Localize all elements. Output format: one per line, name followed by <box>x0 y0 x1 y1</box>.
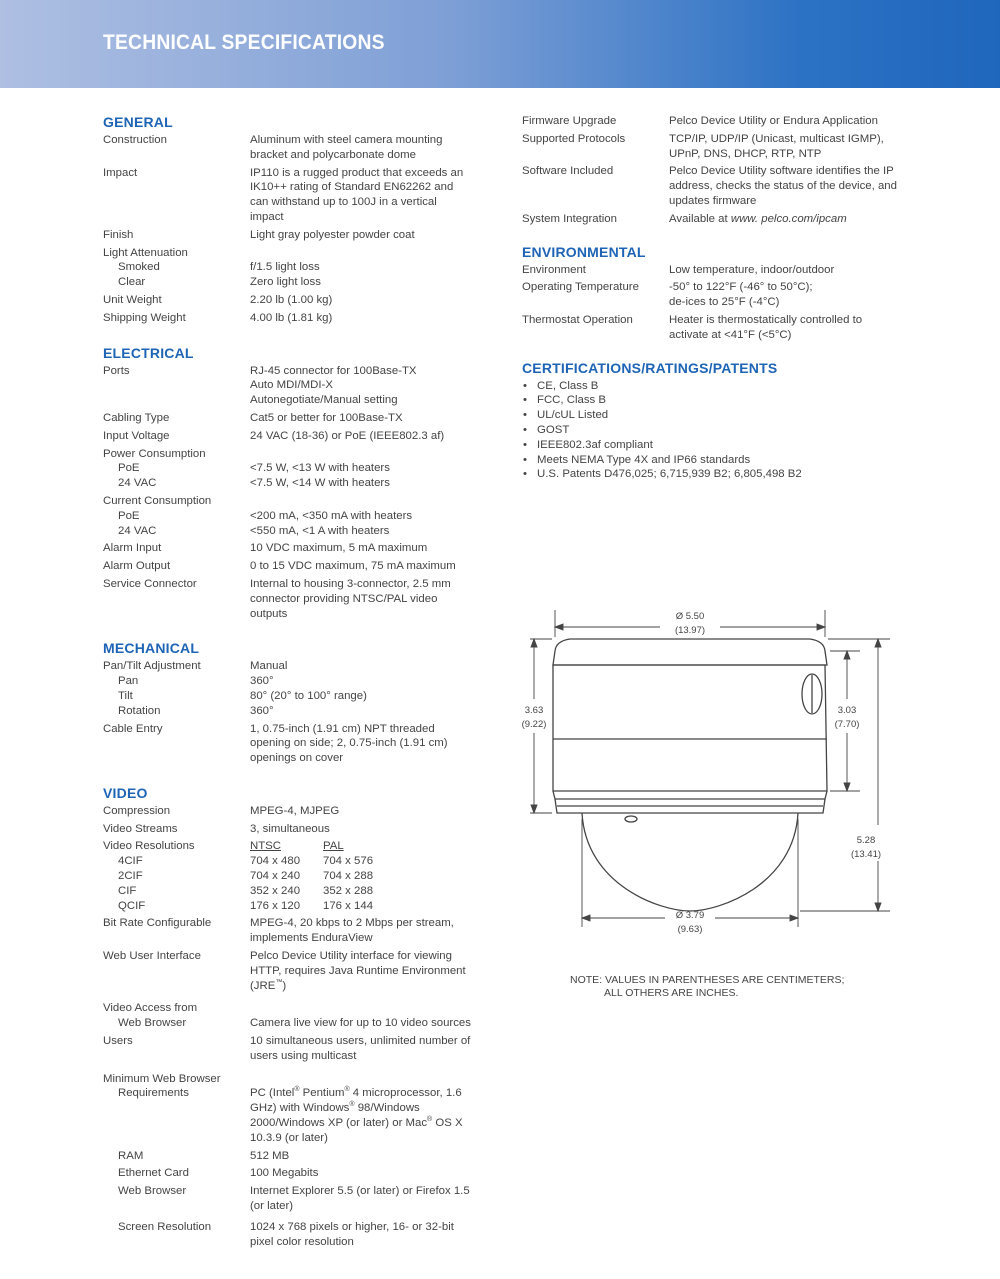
spec-value: TCP/IP, UDP/IP (Unicast, multicast IGMP), UPnP, DNS, DHCP, RTP, NTP <box>669 132 884 160</box>
spec-label: Clear <box>118 276 146 289</box>
spec-label: Operating Temperature <box>522 281 639 294</box>
spec-label: System Integration <box>522 212 617 225</box>
pal-header: PAL <box>323 840 344 853</box>
spec-value: 100 Megabits <box>250 1167 319 1180</box>
spec-value: <7.5 W, <13 W with heaters <box>250 462 390 475</box>
dimension-lines <box>530 610 890 927</box>
spec-label: Video Resolutions <box>103 840 195 853</box>
pelco-link[interactable]: www. pelco.com/ipcam <box>730 212 847 225</box>
spec-row-ethernet <box>103 1166 473 1181</box>
spec-row-alarm-input <box>103 541 473 556</box>
resolution-row: 4CIF 704 x 480 704 x 576 <box>118 855 374 868</box>
note-line-1: NOTE: VALUES IN PARENTHESES ARE CENTIMETERS; <box>570 974 845 986</box>
certifications-title: CERTIFICATIONS/RATINGS/PATENTS <box>522 359 778 376</box>
environmental-section <box>522 244 902 343</box>
spec-value: 1, 0.75-inch (1.91 cm) NPT threaded opening on side; 2, 0.75-inch (1.91 cm) openings on cover <box>250 722 448 765</box>
spec-label: Supported Protocols <box>522 132 626 145</box>
spec-value: 360° <box>250 704 274 717</box>
spec-value: MPEG-4, MJPEG <box>250 804 340 817</box>
spec-label: 24 VAC <box>118 524 157 537</box>
spec-label: Video Streams <box>103 822 178 835</box>
spec-value: MPEG-4, 20 kbps to 2 Mbps per stream, implements EnduraView <box>250 917 454 945</box>
spec-row-input-voltage <box>103 429 473 444</box>
spec-row-screen-resolution <box>103 1220 473 1250</box>
spec-row-web-browser <box>103 1184 473 1214</box>
spec-label: Minimum Web Browser <box>103 1072 221 1085</box>
page-title: TECHNICAL SPECIFICATIONS <box>103 31 385 54</box>
spec-row-tilt <box>103 689 473 704</box>
spec-value: Pelco Device Utility software identifies the IP address, checks the status of the device, and updates firmware <box>669 165 897 207</box>
spec-row-impact <box>103 166 473 225</box>
total-height-cm-label: (13.41) <box>850 849 882 860</box>
spec-label: Light Attenuation <box>103 246 188 259</box>
spec-row-service-connector <box>103 577 473 621</box>
list-item: • U.S. Patents D476,025; 6,715,939 B2; 6,805,498 B2 <box>522 467 902 482</box>
spec-value: 512 MB <box>250 1149 290 1162</box>
resolution-row: 2CIF 704 x 240 704 x 288 <box>118 870 374 883</box>
spec-label: Unit Weight <box>103 293 162 306</box>
spec-row-web-ui <box>103 949 473 993</box>
camera-outline <box>553 639 827 911</box>
video-title: VIDEO <box>103 784 148 801</box>
spec-label: Cable Entry <box>103 722 163 735</box>
spec-value: 360° <box>250 675 274 688</box>
spec-row-ram <box>103 1149 473 1164</box>
spec-row-operating-temp <box>522 280 902 310</box>
certifications-list <box>522 379 902 483</box>
ntsc-header: NTSC <box>250 840 282 853</box>
electrical-title: ELECTRICAL <box>103 344 194 361</box>
spec-label: Rotation <box>118 704 161 717</box>
spec-row-alarm-output <box>103 559 473 574</box>
spec-row-power-consumption <box>103 447 473 462</box>
spec-label: 24 VAC <box>118 477 157 490</box>
spec-row-protocols <box>522 132 902 162</box>
list-item: • CE, Class B <box>522 379 902 394</box>
spec-label: Construction <box>103 134 167 146</box>
spec-label: Web User Interface <box>103 950 201 963</box>
spec-row-access <box>103 1016 473 1031</box>
spec-label: Web Browser <box>118 1185 187 1198</box>
spec-row-current-24vac <box>103 524 473 539</box>
spec-label: Web Browser <box>118 1017 187 1030</box>
spec-row-min-browser <box>103 1072 473 1087</box>
spec-value: f/1.5 light loss <box>250 261 320 274</box>
spec-label: Smoked <box>118 261 160 274</box>
spec-label: Impact <box>103 166 138 179</box>
spec-row-users <box>103 1034 473 1064</box>
spec-label: Alarm Input <box>103 542 162 555</box>
right-column <box>522 114 902 482</box>
spec-label: Shipping Weight <box>103 311 186 324</box>
spec-row-compression <box>103 804 473 819</box>
spec-row-finish <box>103 228 473 243</box>
left-column <box>103 114 473 1252</box>
spec-label: Compression <box>103 804 171 817</box>
right-height-cm-label: (7.70) <box>834 719 860 730</box>
spec-row-rotation <box>103 704 473 719</box>
list-item: • FCC, Class B <box>522 393 902 408</box>
spec-label: Requirements <box>118 1087 189 1100</box>
spec-row-access-label <box>103 1001 473 1016</box>
top-diameter-cm-label: (13.97) <box>674 625 706 636</box>
camera-dimension-drawing <box>500 605 900 945</box>
video-section <box>103 785 473 1250</box>
list-item: • GOST <box>522 423 902 438</box>
spec-row-light-attenuation <box>103 246 473 261</box>
spec-row-bitrate <box>103 916 473 946</box>
dimension-note <box>570 974 890 1000</box>
mechanical-title: MECHANICAL <box>103 640 200 657</box>
spec-row-system-integration <box>522 212 902 227</box>
spec-value: RJ-45 connector for 100Base-TX Auto MDI/MDI-X Autonegotiate/Manual setting <box>250 364 417 407</box>
note-line-2: ALL OTHERS ARE INCHES. <box>604 987 739 999</box>
spec-label: Pan/Tilt Adjustment <box>103 660 201 673</box>
spec-row-streams <box>103 822 473 837</box>
mechanical-section <box>103 640 473 766</box>
dome-diameter-label: Ø 3.79 <box>675 910 705 921</box>
spec-value: Manual <box>250 660 288 673</box>
spec-label: Software Included <box>522 165 614 178</box>
spec-value: 24 VAC (18-36) or PoE (IEEE802.3 af) <box>250 429 445 442</box>
spec-row-power-poe <box>103 461 473 476</box>
spec-label: Ethernet Card <box>118 1167 189 1180</box>
general-title: GENERAL <box>103 114 173 130</box>
spec-label: Finish <box>103 228 134 241</box>
environmental-title: ENVIRONMENTAL <box>522 243 646 260</box>
spec-row-cabling <box>103 411 473 426</box>
spec-label: Current Consumption <box>103 494 212 507</box>
certifications-section <box>522 360 902 483</box>
spec-value: 10 simultaneous users, unlimited number of users using multicast <box>250 1035 471 1062</box>
dome-diameter-cm-label: (9.63) <box>677 924 703 935</box>
spec-row-environment <box>522 263 902 278</box>
spec-label: Cabling Type <box>103 411 170 424</box>
spec-value: Camera live view for up to 10 video sources <box>250 1017 471 1030</box>
spec-value: <7.5 W, <14 W with heaters <box>250 477 390 490</box>
spec-value: Pelco Device Utility interface for viewing HTTP, requires Java Runtime Environment (JRE™) <box>250 950 466 992</box>
spec-row-resolutions-header <box>103 839 473 854</box>
list-item: • Meets NEMA Type 4X and IP66 standards <box>522 453 902 468</box>
spec-label: Firmware Upgrade <box>522 115 617 127</box>
spec-value: Light gray polyester powder coat <box>250 228 415 241</box>
spec-value: Aluminum with steel camera mounting bracket and polycarbonate dome <box>250 134 443 161</box>
spec-label: Power Consumption <box>103 447 206 460</box>
spec-label: RAM <box>118 1149 144 1162</box>
left-height-label: 3.63 <box>524 705 544 716</box>
spec-value: <550 mA, <1 A with heaters <box>250 524 390 537</box>
right-height-label: 3.03 <box>837 705 857 716</box>
spec-row-shipping-weight <box>103 311 473 326</box>
spec-label: PoE <box>118 462 140 475</box>
resolution-row: CIF 352 x 240 352 x 288 <box>118 884 374 897</box>
spec-row-construction <box>103 133 473 163</box>
spec-label: Users <box>103 1035 133 1048</box>
spec-label: Thermostat Operation <box>522 313 633 326</box>
spec-row-thermostat <box>522 313 902 343</box>
spec-label: Tilt <box>118 689 133 702</box>
spec-row-firmware <box>522 114 902 129</box>
spec-value: 3, simultaneous <box>250 822 330 835</box>
spec-value: 0 to 15 VDC maximum, 75 mA maximum <box>250 560 456 573</box>
spec-value: 2.20 lb (1.00 kg) <box>250 293 333 306</box>
list-item: • UL/cUL Listed <box>522 408 902 423</box>
spec-value: 10 VDC maximum, 5 mA maximum <box>250 542 428 555</box>
top-diameter-label: Ø 5.50 <box>675 611 705 622</box>
spec-label: Ports <box>103 364 130 377</box>
total-height-label: 5.28 <box>856 835 876 846</box>
spec-value: Zero light loss <box>250 276 321 289</box>
spec-value: -50° to 122°F (-46° to 50°C); de-ices to 25°F (-4°C) <box>669 281 813 309</box>
electrical-section <box>103 345 473 622</box>
spec-label: Bit Rate Configurable <box>103 917 212 930</box>
spec-label: Pan <box>118 675 139 688</box>
spec-label: Environment <box>522 263 586 276</box>
spec-row-requirements <box>103 1086 473 1145</box>
spec-row-current-poe <box>103 509 473 524</box>
spec-value: Internet Explorer 5.5 (or later) or Firefox 1.5 (or later) <box>250 1185 470 1213</box>
spec-row-clear <box>103 275 473 290</box>
spec-value: <200 mA, <350 mA with heaters <box>250 509 413 522</box>
spec-value: Available at www. pelco.com/ipcam <box>669 212 847 225</box>
list-item: • IEEE802.3af compliant <box>522 438 902 453</box>
spec-value: PC (Intel® Pentium® 4 microprocessor, 1.6 GHz) with Windows® 98/Windows 2000/Windows XP (or later) or Mac® OS X 10.3.9 (or later) <box>250 1086 463 1144</box>
spec-label: PoE <box>118 509 140 522</box>
spec-row-pan-tilt <box>103 659 473 674</box>
spec-value: Pelco Device Utility or Endura Application <box>669 115 878 127</box>
spec-row-pan <box>103 674 473 689</box>
spec-row-unit-weight <box>103 293 473 308</box>
spec-value: 4.00 lb (1.81 kg) <box>250 311 333 324</box>
spec-value: Heater is thermostatically controlled to activate at <41°F (<5°C) <box>669 313 863 341</box>
spec-row-ports <box>103 364 473 408</box>
spec-label: Service Connector <box>103 577 197 590</box>
resolution-row: QCIF 176 x 120 176 x 144 <box>118 899 374 912</box>
spec-row-cable-entry <box>103 722 473 766</box>
spec-value: 80° (20° to 100° range) <box>250 689 367 702</box>
spec-row-smoked <box>103 260 473 275</box>
spec-value: IP110 is a rugged product that exceeds an IK10++ rating of Standard EN62262 and can withstand up to 100J in a vertical impact <box>250 166 464 223</box>
spec-value: Internal to housing 3-connector, 2.5 mm connector providing NTSC/PAL video outputs <box>250 577 451 620</box>
spec-label: Alarm Output <box>103 560 171 573</box>
left-height-cm-label: (9.22) <box>521 719 547 730</box>
spec-row-power-24vac <box>103 476 473 491</box>
spec-row-software-included <box>522 164 902 208</box>
spec-label: Video Access from <box>103 1002 198 1015</box>
header-banner <box>0 0 1000 88</box>
spec-value: Cat5 or better for 100Base-TX <box>250 411 403 424</box>
spec-label: Screen Resolution <box>118 1220 212 1233</box>
spec-row-current-consumption <box>103 494 473 509</box>
spec-label: Input Voltage <box>103 429 170 442</box>
general-section <box>103 114 473 326</box>
spec-value: 1024 x 768 pixels or higher, 16- or 32-bit pixel color resolution <box>250 1220 454 1248</box>
software-section <box>522 114 902 227</box>
spec-value: Low temperature, indoor/outdoor <box>669 263 835 276</box>
